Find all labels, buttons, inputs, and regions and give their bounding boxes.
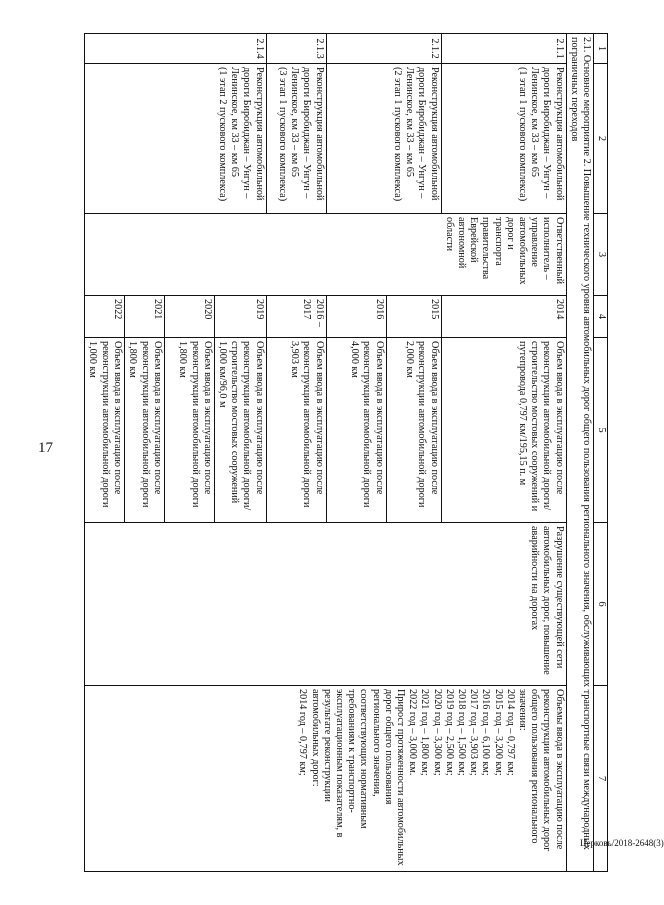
measure-name: Реконструкция автомобильной дороги Биробиджан – Унгун – Ленинское, км 33 – км 65 (1 этап 1 пускового комплекса) <box>441 64 566 214</box>
consequence-cell: Разрушение существующей сети автомобильных дорог, повышение аварийности на дорогах <box>84 523 566 686</box>
rotated-program-table <box>68 33 608 871</box>
column-number: 3 <box>594 214 608 296</box>
column-number: 1 <box>594 34 608 64</box>
year-cell: 2021 <box>124 296 164 338</box>
column-numbers-row <box>594 34 608 872</box>
result-cell: Объем ввода в эксплуатацию после реконструкции автомобильной дороги 4,000 км <box>326 338 386 523</box>
year-cell: 2014 <box>441 296 566 338</box>
measure-name: Реконструкция автомобильной дороги Биробиджан – Унгун – Ленинское, км 33 – км 65 (3 этап 1 пускового комплекса) <box>266 64 326 214</box>
year-cell: 2022 <box>84 296 124 338</box>
result-cell: Объем ввода в эксплуатацию после реконструкции автомобильной дороги 2,000 км <box>386 338 441 523</box>
measure-name: Реконструкция автомобильной дороги Биробиджан – Унгун – Ленинское, км 33 – км 65 (1 этап 2 пускового комплекса) <box>84 64 266 214</box>
year-cell: 2015 <box>386 296 441 338</box>
result-cell: Объем ввода в эксплуатацию после реконструкции автомобильной дороги 1,800 км <box>124 338 164 523</box>
result-cell: Объем ввода в эксплуатацию после реконструкции автомобильной дороги/ строительство мостовых сооружений 1,000 км/96,0 м <box>214 338 266 523</box>
result-cell: Объем ввода в эксплуатацию после реконструкции автомобильной дороги 1,800 км <box>164 338 214 523</box>
column-number: 4 <box>594 296 608 338</box>
section-title: 2.1. Основное мероприятие 2. Повышение технического уровня автомобильных дорог общего пользования регионального значения, обслуживающих транспортные связи международных пограничных переходов <box>566 34 593 872</box>
program-table <box>84 33 608 872</box>
measure-name: Реконструкция автомобильной дороги Биробиджан – Унгун – Ленинское, км 33 – км 65 (2 этап 1 пускового комплекса) <box>326 64 441 214</box>
row-number: 2.1.1 <box>441 34 566 64</box>
row-number: 2.1.2 <box>326 34 441 64</box>
document-footer: Церковь/2018-2648(3) <box>580 838 664 848</box>
column-number: 2 <box>594 64 608 214</box>
year-cell: 2020 <box>164 296 214 338</box>
executor-cell: Ответственный исполнитель – управление автомобильных дорог и транспорта правительства Еврейской автономной области <box>84 214 566 296</box>
indicator-cell: Объемы ввода в эксплуатацию после реконструкции автомобильных дорог общего пользования регионального значения: 2014 год – 0,797 км; 2015 год – 3,200 км; 2016 год – 6,100 км; 2017 год – 3,903 км; 2018 год – 1,500 км; 2019 год – 2,500 км; 2020 год – 3,300 км; 2021 год – 1,800 км; 2022 год – 3,000 км. Прирост протяженности автомобильных дорог общего пользования регионального значения, соответствующих нормативным требованиям к транспортно-эксплуатационным показателям, в результате реконструкции автомобильных дорог: 2014 год – 0,797 км; <box>84 686 566 872</box>
section-row <box>566 34 593 872</box>
result-cell: Объем ввода в эксплуатацию после реконструкции автомобильной дороги/строительство мостовых сооружений и путепровода 0,797 км/195,15 п. м <box>441 338 566 523</box>
row-number: 2.1.4 <box>84 34 266 64</box>
column-number: 7 <box>594 686 608 872</box>
result-cell: Объем ввода в эксплуатацию после реконструкции автомобильной дороги 1,000 км <box>84 338 124 523</box>
result-cell: Объем ввода в эксплуатацию после реконструкции автомобильной дороги 3,903 км <box>266 338 326 523</box>
year-cell: 2019 <box>214 296 266 338</box>
row-number: 2.1.3 <box>266 34 326 64</box>
year-cell: 2016 <box>326 296 386 338</box>
year-cell: 2016 – 2017 <box>266 296 326 338</box>
column-number: 5 <box>594 338 608 523</box>
table-row <box>441 34 566 872</box>
page-number: 17 <box>38 440 53 456</box>
column-number: 6 <box>594 523 608 686</box>
